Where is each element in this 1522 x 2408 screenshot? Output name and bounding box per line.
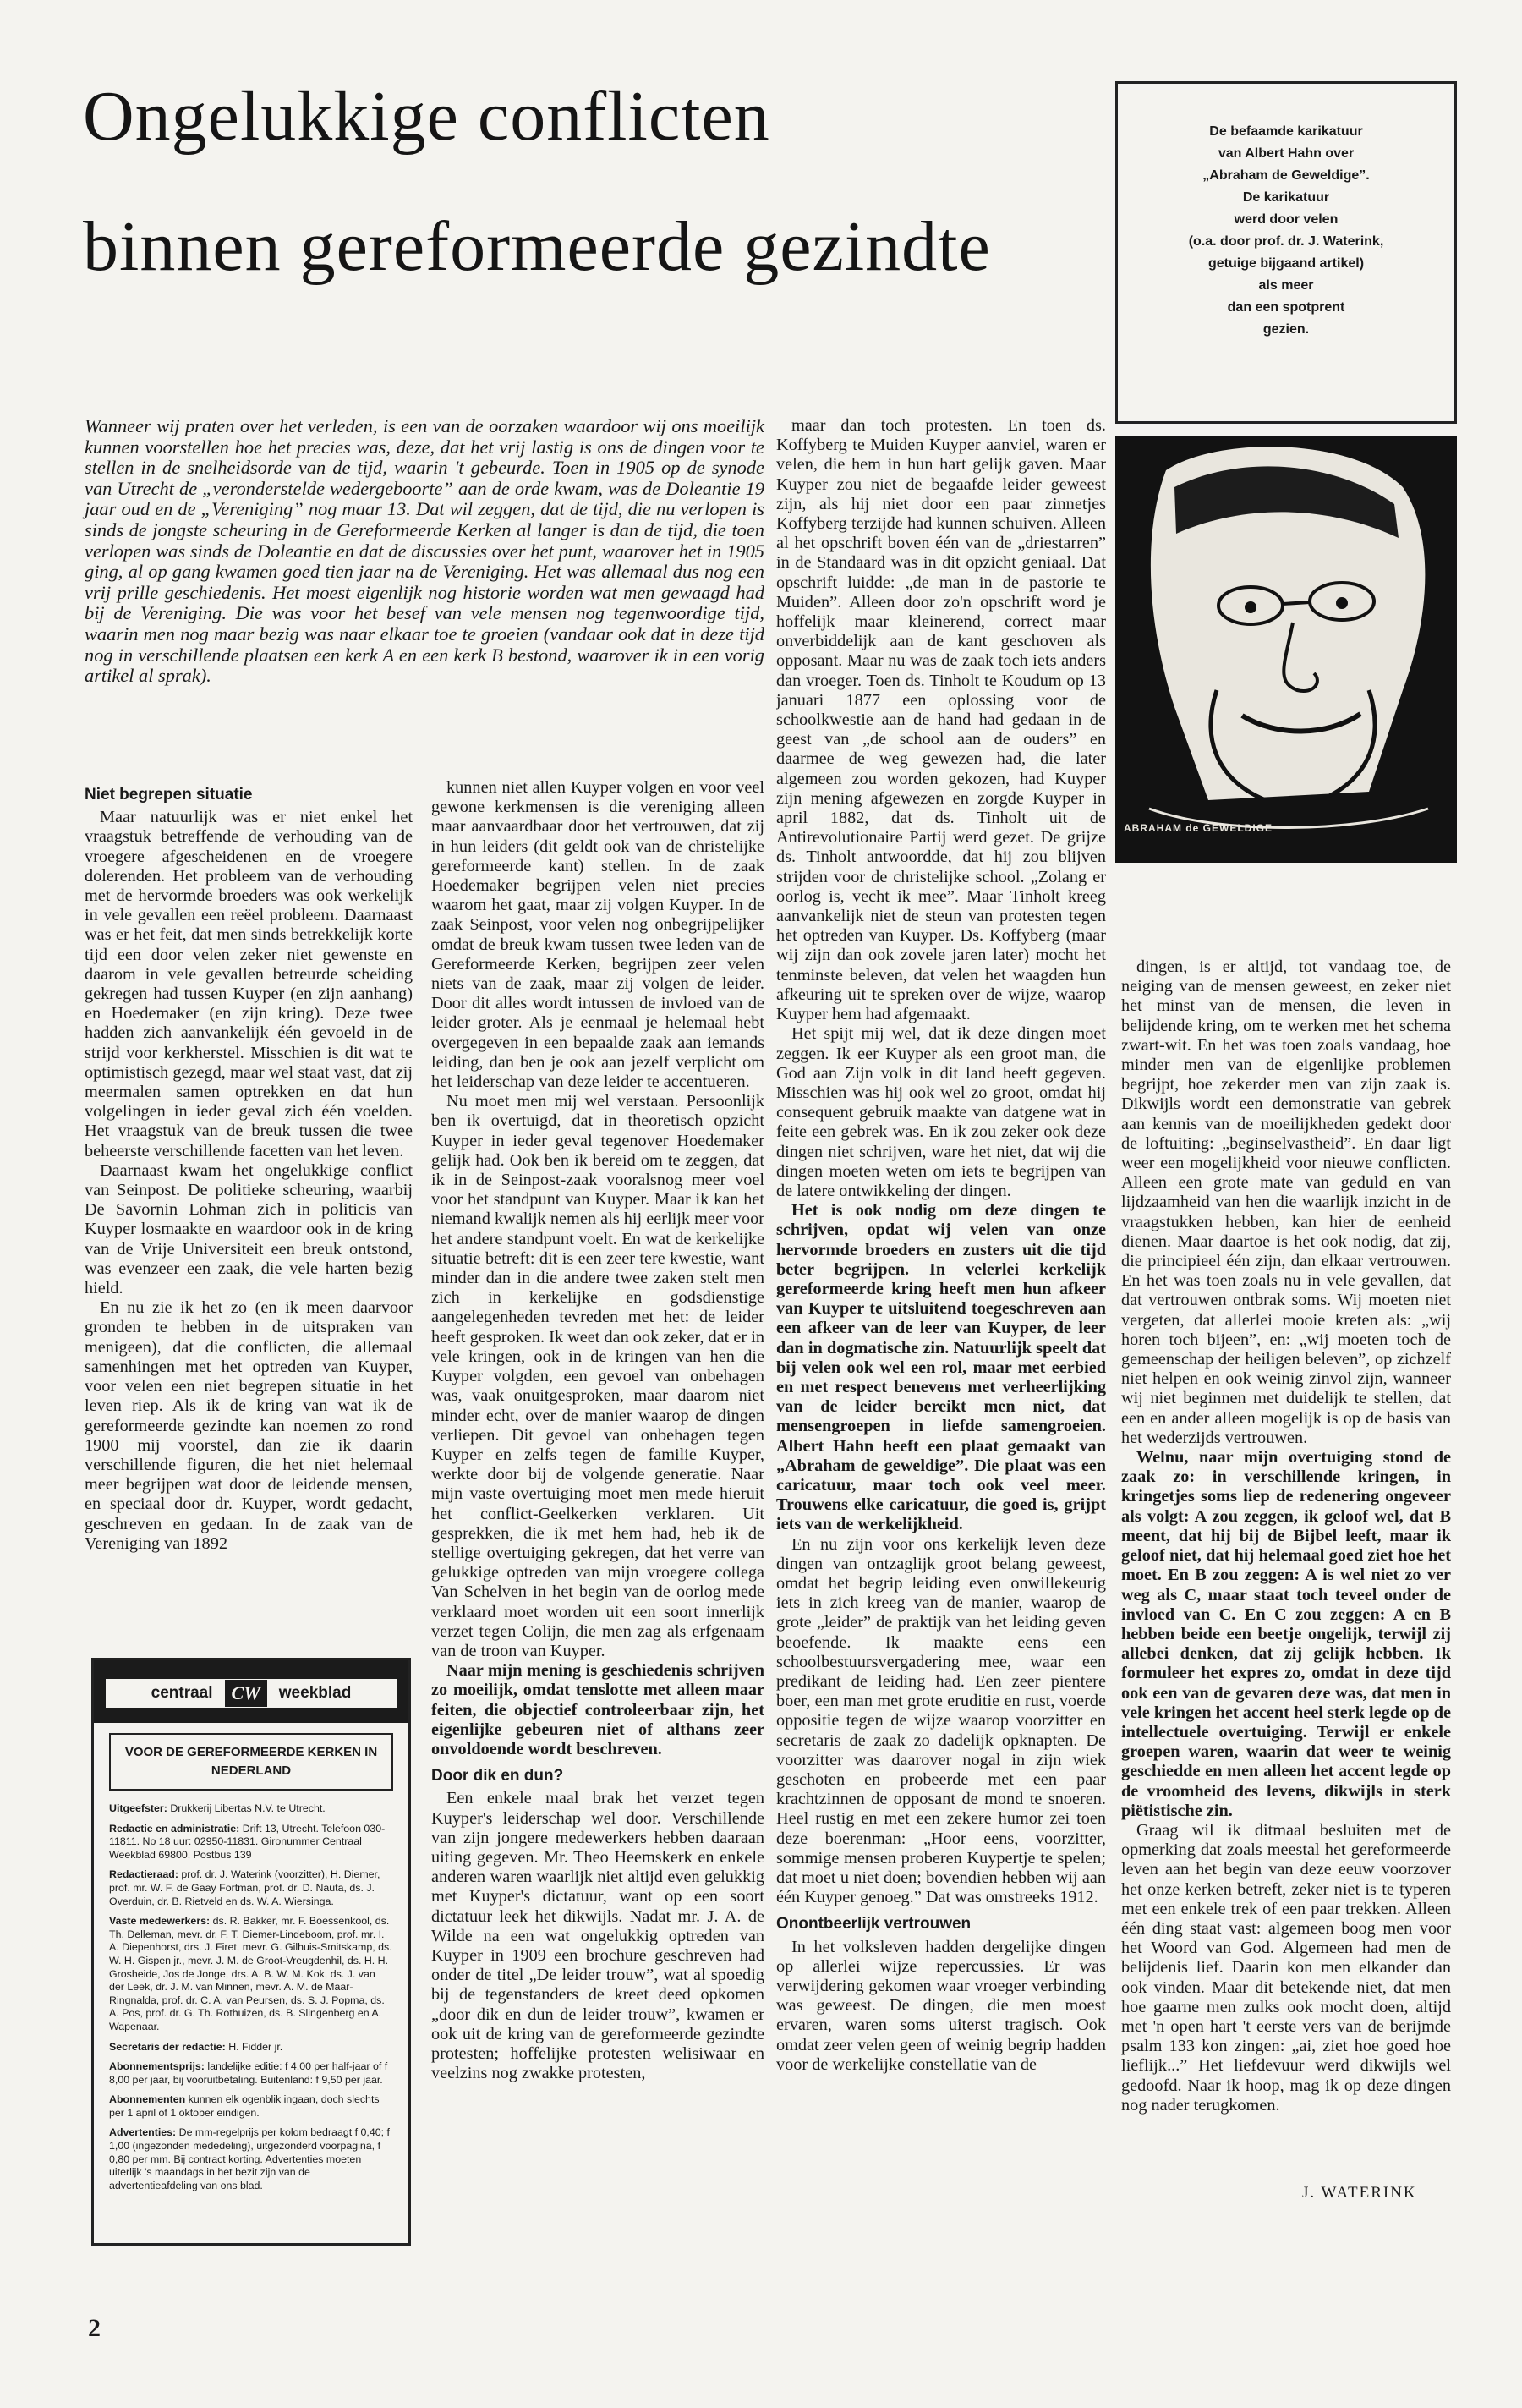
masthead-subtitle: VOOR DE GEREFORMEERDE KERKEN IN NEDERLAND <box>109 1733 393 1791</box>
paragraph: Graag wil ik ditmaal besluiten met de opmerking dat zoals meestal het gereformeerde leven aan het begin van deze eeuw voorzover het onze kerken betreft, zeker niet is te typeren met een enkele trek of een paar trekken. Alleen één ding staat vast: algemeen boog men voor het Woord van God. Algemeen had men de belijdenis lief. Daarin kon men elkander dan ook vinden. Maar dit betekende niet, dat men hoe gaarne men zulks ook mocht doen, altijd met 'n open hart 't eerste vers van de berijmde psalm 133 kon zingen: „ai, ziet hoe goed hoe lieflijk...” Het liefdevuur werd dikwijls wel gedoofd. Naar ik hoop, mag ik op deze dingen nog nader terugkomen. <box>1121 1820 1451 2115</box>
paragraph: Maar natuurlijk was er niet enkel het vraagstuk betreffende de verhouding van de vroegere afgescheidenen en de vroegere dolerenden. Het probleem van de verhouding met de hervormde broeders was ook werkelijk in vele gevallen een reëel probleem. Daarnaast was er het feit, dat men sinds betrekkelijk korte tijd een door velen zeker niet gewenste en daarom in vele gevallen betreurde scheiding gekregen had tussen Kuyper (en zijn aanhang) en Hoedemaker (en zijn kring). Deze twee hadden zich aanvankelijk één gevoeld in de strijd voor kerkherstel. Misschien is dit wat te optimistisch gezegd, maar wel staat vast, dat zij meermalen samen optrekken en dat hun volgelingen in ieder geval zich één voelden. Het vraagstuk van de breuk tussen die twee beheerste verschillende facetten van het leven. <box>85 808 413 1160</box>
section-heading: Niet begrepen situatie <box>85 786 253 804</box>
caption-line: De karikatuur <box>1242 190 1330 205</box>
cartoon-label: ABRAHAM de GEWELDIGE <box>1124 822 1273 834</box>
caption-line: „Abraham de Geweldige”. <box>1202 168 1370 183</box>
paragraph: Het spijt mij wel, dat ik deze dingen moet zeggen. Ik eer Kuyper als een groot man, die God aan Zijn volk in dit land heeft gegeven. Misschien was hij ook wel zo groot, omdat hij consequent gebruik maakte van datgene wat in feite een gebrek was. En ik zou zeker ook deze dingen niet schrijven, ware het niet, dat wij die dingen moeten weten om iets te begrijpen van de latere ontwikkeling der dingen. <box>776 1024 1106 1200</box>
page-number: 2 <box>88 2314 101 2342</box>
masthead-band <box>94 1660 408 1723</box>
colophon-entry: Redactieraad: prof. dr. J. Waterink (voorzitter), H. Diemer, prof. mr. W. F. de Gaay Fortman, prof. dr. D. Nauta, ds. J. Overduin, dr. B. Rietveld en ds. W. A. Wiersinga. <box>109 1868 380 1907</box>
paragraph-bold: Het is ook nodig om deze dingen te schrijven, opdat wij velen van onze hervormde broeders en zusters uit die tijd beter begrijpen. In velerlei kerkelijk gereformeerde kring heeft men hun afkeer van Kuyper te uitsluitend toegeschreven aan een afkeer van de leer van Kuyper, de leer dan in dogmatische zin. Natuurlijk speelt dat bij velen ook wel een rol, maar met eerbied en met respect benevens met verheerlijking van de leider bereikt men niet, dat mensengroepen in liefde samengroeien. Albert Hahn heeft een plaat gemaakt van „Abraham de geweldige”. Die plaat was een caricatuur, maar toch ook veel meer. Trouwens elke caricatuur, die goed is, grijpt iets van de werkelijkheid. <box>776 1201 1106 1534</box>
caption-line: van Albert Hahn over <box>1218 146 1355 161</box>
caption-line: getuige bijgaand artikel) <box>1207 256 1365 271</box>
colophon-info <box>109 1802 393 2192</box>
paragraph-bold: Welnu, naar mijn overtuiging stond de zaak zo: in verschillende kringen, in kringetjes soms liep de redenering ongeveer als volgt: A zou zeggen, ik geloof wel, dat B meent, dat hij bij de Bijbel leeft, maar ik geloof niet, dat hij helemaal goed ziet hoe het moet. En B zou zeggen: A is wel niet zo ver weg als C, maar staat toch teveel onder de invloed van C. En C zou zeggen: A en B hebben beide een beetje ongelijk, terwijl zij allebei denken, dat zij gelijk hebben. Ik formuleer het expres zo, omdat in deze tijd ook een van de gevaren deze was, dat men in vele kringen het accent heel sterk legde op de intellectuele overtuiging. Terwijl er enkele groepen waren, waarin dat weer te weinig geschiedde en men alleen het accent legde op de vroomheid des levens, dikwijls in sterk piëtistische zin. <box>1121 1448 1451 1820</box>
section-heading: Onontbeerlijk vertrouwen <box>776 1915 972 1934</box>
colophon-entry: Abonnementsprijs: landelijke editie: f 4,00 per half-jaar of f 8,00 per jaar, bij vooruitbetaling. Buitenland: f 9,50 per jaar. <box>109 2060 388 2086</box>
article-column-1 <box>85 778 413 1634</box>
article-column-2 <box>431 778 764 2284</box>
centraal-weekblad-colophon <box>91 1658 411 2246</box>
paragraph: Een enkele maal brak het verzet tegen Kuyper's leiderschap wel door. Verschillende van zijn jongere medewerkers hebben daaraan uiting gegeven. Mr. Theo Heemskerk en enkele anderen waren waarlijk niet altijd even gelukkig met Kuyper's dictatuur, want op een soort dictatuur leek het dikwijls. Nadat mr. J. A. de Wilde na een wat ongelukkig optreden van Kuyper in 1909 een brochure geschreven had onder de titel „De leider trouw”, wat al spoedig bij de tegenstanders de kreet deed opkomen „door dik en dun de leider trouw”, kwamen er ook uit de kring van de gereformeerde gezindte protesten; hoffelijke protesten welisiwaar en veelzins nog zwakke protesten, <box>431 1789 764 2083</box>
paragraph-bold: Naar mijn mening is geschiedenis schrijven zo moeilijk, omdat tenslotte met alleen maar feiten, die objectief controleerbaar zijn, het eigenlijke gebeuren niet of althans zeer onvoldoende wordt beschreven. <box>431 1661 764 1758</box>
caption-line: werd door velen <box>1234 212 1339 227</box>
masthead-logo <box>106 1679 397 1708</box>
paragraph: En nu zie ik het zo (en ik meen daarvoor gronden te hebben in de uitspraken van menigeen), dat die conflicten, die allemaal samenhingen met het optreden van Kuyper, voor velen een niet begrepen situatie in het leven riep. Als ik de kring van wat ik de gereformeerde gezindte kan noemen zo rond 1900 mij voorstel, dan zie ik daarin verschillende figuren, die het niet helemaal meer begrijpen wat door de leidende mensen, en speciaal door dr. Kuyper, wordt gedacht, geschreven en gedaan. In de zaak van de Vereniging van 1892 <box>85 1298 413 1553</box>
colophon-entry: Abonnementen kunnen elk ogenblik ingaan, doch slechts per 1 april of 1 oktober eindigen. <box>109 2093 380 2119</box>
caption-line: De befaamde karikatuur <box>1209 124 1363 139</box>
section-heading: Door dik en dun? <box>431 1767 564 1785</box>
paragraph: dingen, is er altijd, tot vandaag toe, de neiging van de mensen geweest, en zeker niet het minst van de mensen, die leven in belijdende kring, om te werken met het schema zwart-wit. En het was toen zoals vandaag, hoe minder men van de eigenlijke problemen begrijpt, hoe zekerder men van zijn zaak is. Dikwijls wordt een demonstratie van gebrek aan kennis van de moeilijkheden gedekt door de loftuiting: „beginselvastheid”. En daar ligt weer een mogelijkheid voor nieuwe conflicten. Alleen een grote mate van geduld en van lijdzaamheid van hen die waarlijk inzicht in de vraagstukken hebben, kan hier de eenheid dienen. Maar daartoe is het ook nodig, dat zij, die principieel één zijn, dan elkaar vertrouwen. En het was toen zoals nu in vele gevallen, dat dat vertrouwen ontbrak soms. Wij moeten niet vergeten, dat allerlei mooie kreten als: „wij horen toch bijeen”, en: „wij moeten toch de gemeenschap der heiligen beleven”, op zichzelf niet helpen en ook weinig zinvol zijn, wanneer wij niet beginnen met duidelijk te stellen, dat een en ander alleen mogelijk is op de basis van het wederzijds vertrouwen. <box>1121 957 1451 1447</box>
paragraph: kunnen niet allen Kuyper volgen en voor veel gewone kerkmensen is die vereniging alleen maar aanvaardbaar door het vertrouwen, dat zij in hun leiders (dit geldt ook van de christelijke gereformeerde kant) stellen. In de zaak Hoedemaker begrijpen velen niet precies waarom het gaat, maar zij volgen Kuyper. In de zaak Seinpost, voor velen nog onbegrijpelijker omdat de breuk kwam tussen twee leden van de Gereformeerde Kerken, begrijpen zeer velen niets van de zaak, maar zij volgen de leider. Door dit alles wordt intussen de invloed van de leider groter. Als je eenmaal je helemaal hebt overgegeven in een bepaalde zaak aan iemands leiding, dan ben je ook aan jezelf verplicht om het leiderschap van deze leider te accentueren. <box>431 778 764 1092</box>
author-signature: J. WATERINK <box>1302 2184 1417 2202</box>
caption-line: als meer <box>1258 278 1314 293</box>
logo-word-right: weekblad <box>278 1684 352 1702</box>
paragraph: Daarnaast kwam het ongelukkige conflict van Seinpost. De politieke scheuring, waarbij De Savornin Lohman zich in politicis van Kuyper losmaakte en waardoor ook in de kring van de Vrije Universiteit een breuk ontstond, was evenzeer een zaak, die vele harten bezig hield. <box>85 1160 413 1298</box>
article-column-3 <box>776 416 1106 2284</box>
paragraph: maar dan toch protesten. En toen ds. Koffyberg te Muiden Kuyper aanviel, waren er velen, die hem in hun hart gelijk gaven. Maar Kuyper zou niet de begaafde leider geweest zijn, als hij niet door een paar zinnetjes Koffyberg terzijde had kunnen schuiven. Alleen al het opschrift boven één van de „driestarren” in de Standaard was in dit opzicht geniaal. Dat opschrift luidde: „de man in de pastorie te Muiden”. Alleen door zo'n opschrift word je hoffelijk maar kleinerend, correct maar onverbiddelijk aan de kant geschoven als opposant. Maar nu was de zaak toch iets anders dan vroeger. Toen ds. Tinholt te Koudum op 13 januari 1877 een oplossing voor de schoolkwestie aan de hand had gedaan in de geest van „de school aan de ouders” en daarmee de weg gewezen had, die later algemeen zou worden gekozen, had Kuyper zijn mening afgewezen en zorgde Kuyper in april 1882, dat ds. Tinholt uit de Antirevolutionaire Partij werd gezet. De grijze ds. Tinholt antwoordde, dat hij zou blijven strijden voor de christelijke school. „Zolang er oorlog is, vecht ik mee”. Maar Tinholt kreeg aanvankelijk niet de steun van protesten tegen het optreden van Kuyper. Ds. Koffyberg (maar wij zijn dan ook zovele jaren later) mocht het tenminste beleven, dat velen het waagden hun afkeuring uit te spreken over de wijze, waarop Kuyper hem had afgemaakt. <box>776 416 1106 1024</box>
caption-line: (o.a. door prof. dr. J. Waterink, <box>1188 234 1384 249</box>
article-intro: Wanneer wij praten over het verleden, is een van de oorzaken waardoor wij ons moeilijk kunnen voorstellen hoe het precies was, deze, dat het vrij lastig is ons de dingen voor te stellen in de snelheidsorde van de tijd, waarin 't gebeurde. Toen in 1905 op de synode van Utrecht de „veronderstelde wedergeboorte” aan de orde kwam, was de Doleantie 19 jaar oud en de „Vereniging” nog maar 13. Dat wil zeggen, dat de tijd, die nu verlopen is sinds de jongste scheuring in de Gereformeerde Kerken al langer is dan de tijd, die toen verlopen was sinds de Doleantie en dat de discussies over het punt, waarover het in 1905 ging, al op gang kwamen goed tien jaar na de Vereniging. Het was allemaal dus nog een vrij prille geschiedenis. Het moest eigenlijk nog historie worden wat men gewaagd had bij de Vereniging. Die was voor het besef van vele mensen nog tegenwoordige tijd, waarin men nog maar bezig was naar elkaar toe te groeien (vandaar ook dat in deze tijd nog in verschillende plaatsen een kerk A en een kerk B bestond, waarover ik in een vorig artikel al sprak). <box>85 415 764 687</box>
colophon-entry: Vaste medewerkers: ds. R. Bakker, mr. F. Boessenkool, ds. Th. Delleman, mevr. dr. F. T. Diemer-Lindeboom, prof. mr. I. A. Diepenhorst, drs. J. Firet, mevr. G. Gilhuis-Smitskamp, ds. W. H. Gispen jr., mevr. J. M. de Groot-Vreugdenhil, ds. H. H. Grosheide, Jos de Jonge, drs. A. B. W. M. Kok, ds. J. van der Leek, dr. J. M. van Minnen, mevr. A. M. de Maar-Ringnalda, prof. dr. C. A. van Peursen, ds. S. J. Popma, ds. A. Pos, prof. dr. G. Th. Rothuizen, ds. B. Slingenberg en A. Wapenaar. <box>109 1915 392 2032</box>
abraham-cartoon-image <box>1115 436 1457 863</box>
paragraph: Nu moet men mij wel verstaan. Persoonlijk ben ik overtuigd, dat in theoretisch opzicht Kuyper in ieder geval tegenover Hoedemaker gelijk had. Ook ben ik bereid om te zeggen, dat ik in de Seinpost-zaak vooralsnog meer voel voor het standpunt van Kuyper. Maar ik kan het niemand kwalijk nemen als hij eerlijk meer voor het andere standpunt voelt. En wat de kerkelijke situatie betreft: dit is een zeer tere kwestie, want minder dan in die andere twee zaken stelt men zich in kerkelijke en godsdienstige aangelegenheden tevreden met het: de leider heeft gesproken. Ik weet dan ook zeker, dat er in vele kringen, ook in de kringen van hen die Kuyper volgden, een gevoel van onbehagen was, vaak onuitgesproken, maar daarom niet minder echt, over de manier waarop de dingen verliepen. Dit gevoel van onbehagen tegen Kuyper en zelfs tegen de familie Kuyper, werkte door bij de volgende generatie. Naar mijn vaste overtuiging moet men mede hieruit het conflict-Geelkerken verklaren. Uit gesprekken, die ik met hem had, heb ik de stellige overtuiging gekregen, dat het verre van gelukkige optreden van mijn vroegere collega Van Schelven in het begin van de oorlog mede verklaard moet worden uit een soort innerlijk verzet tegen Colijn, die men zag als erfgenaam van de troon van Kuyper. <box>431 1092 764 1660</box>
colophon-entry: Advertenties: De mm-regelprijs per kolom bedraagt f 0,40; f 1,00 (ingezonden mededeling), uitgezonderd voorpagina, f 0,80 per mm. Bij contract korting. Advertenties moeten uiterlijk 's maandags in het bezit zijn van de advertentieafdeling van ons blad. <box>109 2126 390 2191</box>
colophon-entry: Uitgeefster: Drukkerij Libertas N.V. te Utrecht. <box>109 1802 326 1814</box>
colophon-entry: Redactie en administratie: Drift 13, Utrecht. Telefoon 030-11811. No 18 uur: 02950-11831. Gironummer Centraal Weekblad 69800, Postbus 139 <box>109 1822 386 1861</box>
cartoon-caption-box <box>1115 81 1457 424</box>
caption-line: dan een spotprent <box>1227 300 1345 315</box>
headline-line-2: binnen gereformeerde gezindte <box>83 207 991 286</box>
caricature-drawing <box>1115 436 1457 863</box>
caption-line: gezien. <box>1262 322 1310 337</box>
article-column-4 <box>1121 957 1451 2158</box>
paragraph: In het volksleven hadden dergelijke dingen op allerlei wijze repercussies. Er was verwijdering gekomen waar vroeger verbinding was geweest. De dingen, die men moest ervaren, waren soms uiterst tragisch. Ook omdat zeer velen geen of weinig begrip hadden voor de werkelijke constellatie van de <box>776 1937 1106 2074</box>
paragraph: En nu zijn voor ons kerkelijk leven deze dingen van ontzaglijk groot belang geweest, omdat het begrip leiding even onwillekeurig iets in zich kreeg van de manier, waarop de grote „leider” de praktijk van het leiding geven beoefende. Ik maakte eens een schoolbestuursvergadering mee, waar een predikant de leiding had. Een zeer pientere boer, een man met grote eruditie en rust, voerde oppositie tegen de wijze waarop voorzitter en secretaris de zaak zo dadelijk opknapten. De voorzitter was daarover nogal in zijn wiek geschoten en probeerde met een paar krachtzinnen de opposant de mond te snoeren. Heel rustig en met een zekere humor zei toen deze boerenman: „Hoor eens, voorzitter, sommige mensen proberen Kuypertje te spelen; dat moet u niet doen; bovendien hebben wij aan één Kuyper genoeg.” Dat was omstreeks 1912. <box>776 1534 1106 1907</box>
logo-word-left: centraal <box>151 1684 213 1702</box>
cw-logo-icon: CW <box>225 1680 267 1707</box>
headline-line-1: Ongelukkige conflicten <box>83 77 770 156</box>
colophon-entry: Secretaris der redactie: H. Fidder jr. <box>109 2040 283 2053</box>
